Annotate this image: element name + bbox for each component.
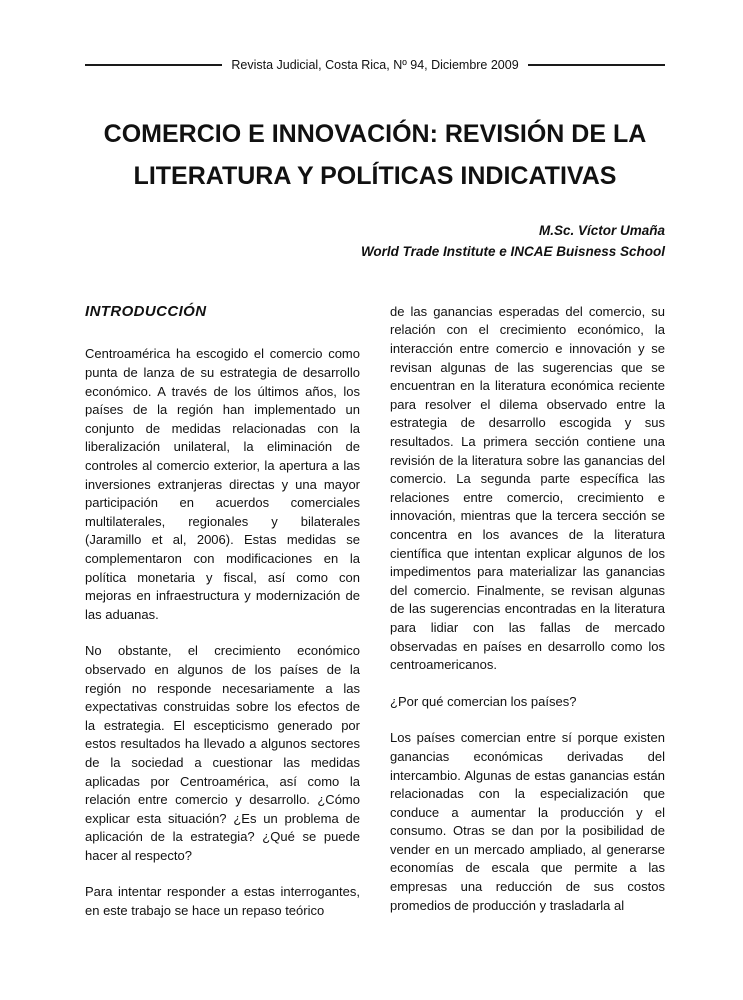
journal-header	[85, 58, 665, 72]
paragraph: de las ganancias esperadas del comercio, su relación con el crecimiento económico, la interacción entre comercio e innovación y se revisan algunas de las sugerencias que se encuentran en la literatura económica reciente para resolver el dilema observado entre la estrategia de desarrollo escogida y sus resultados. La primera sección contiene una revisión de la literatura sobre las ganancias del comercio. La segunda parte específica las relaciones entre comercio, crecimiento e innovación, mientras que la tercera sección se concentra en los avances de la literatura científica que intentan explicar algunos de los impedimentos para materializar las ganancias del comercio. Finalmente, se revisan algunas de las sugerencias encontradas en la literatura para lidiar con las fallas de mercado observadas en países en desarrollo como los centroamericanos.	[390, 303, 665, 673]
author-name: M.Sc. Víctor Umaña	[538, 223, 665, 238]
header-rule-right	[528, 64, 665, 66]
right-column	[390, 303, 665, 939]
author-block	[85, 221, 665, 263]
section-heading-introduccion: INTRODUCCIÓN	[85, 302, 207, 320]
paragraph: Los países comercian entre sí porque existen ganancias económicas derivadas del intercambio. Algunas de estas ganancias están relacionadas con la especialización que conduce a aumentar la producción y el consumo. Otras se dan por la posibilidad de vender en un mercado ampliado, al generarse economías de escala que permite a las empresas una reducción de sus costos promedios de producción y trasladarla al	[390, 730, 665, 913]
author-affiliation: World Trade Institute e INCAE Buisness School	[360, 243, 665, 259]
article-title: COMERCIO E INNOVACIÓN: REVISIÓN DE LA LITERATURA Y POLÍTICAS INDICATIVAS	[103, 120, 647, 190]
paragraph: No obstante, el crecimiento económico observado en algunos de los países de la región no responde necesariamente a las expectativas construidas sobre los efectos de la estrategia. El escepticismo generado por estos resultados ha llevado a algunos sectores de la sociedad a cuestionar las medidas aplicadas por Centroamérica, así como la relación entre comercio y desarrollo. ¿Cómo explicar esta situación? ¿Es un problema de aplicación de la estrategia? ¿Qué se puede hacer al respecto?	[85, 643, 360, 863]
subheading-question: ¿Por qué comercian los países?	[390, 693, 577, 709]
two-column-body	[85, 303, 665, 939]
left-column	[85, 303, 360, 939]
paragraph: Para intentar responder a estas interrogantes, en este trabajo se hace un repaso teórico	[85, 884, 360, 919]
journal-header-text: Revista Judicial, Costa Rica, Nº 94, Diciembre 2009	[231, 58, 519, 72]
paragraph: Centroamérica ha escogido el comercio como punta de lanza de su estrategia de desarrollo económico. A través de los últimos años, los países de la región han implementado un conjunto de medidas relacionadas con la liberalización unilateral, la eliminación de controles al comercio exterior, la apertura a las inversiones extranjeras directas y una mayor participación en acuerdos comerciales multilaterales, regionales y bilaterales (Jaramillo et al, 2006). Estas medidas se complementaron con modificaciones en la política monetaria y fiscal, así como con mejoras en infraestructura y modernización de las aduanas.	[85, 346, 360, 622]
header-rule-left	[85, 64, 222, 66]
